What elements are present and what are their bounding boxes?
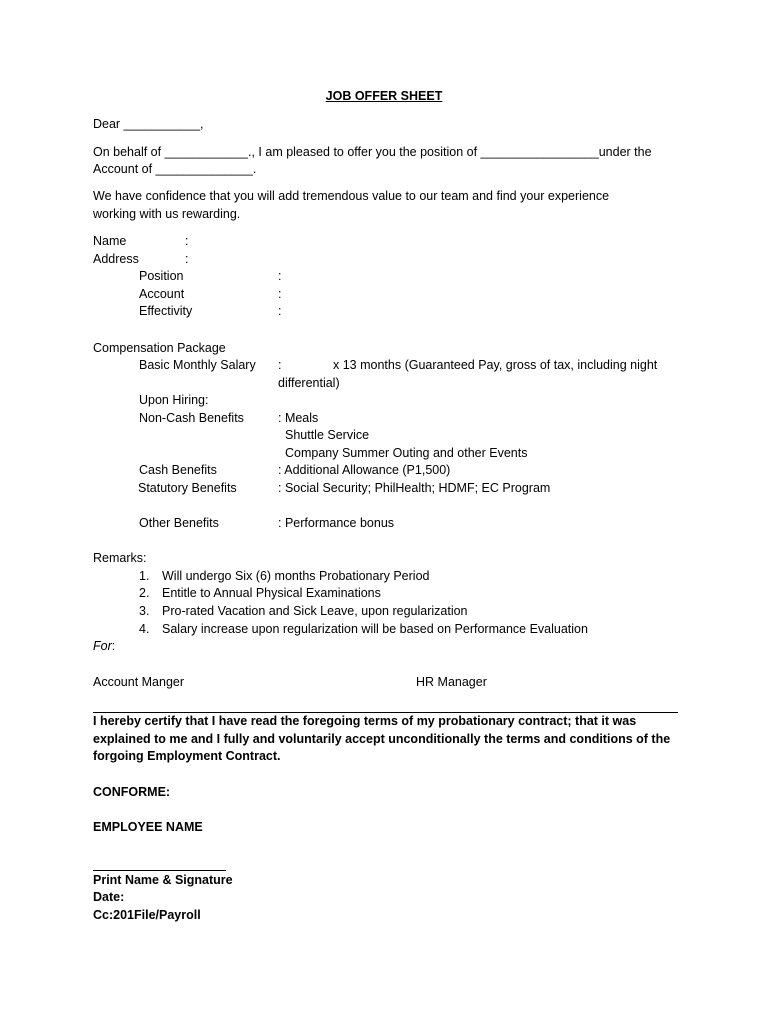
remark-number: 2. bbox=[139, 586, 150, 600]
greeting: Dear ___________, bbox=[93, 117, 204, 131]
name-colon: : bbox=[185, 234, 189, 248]
certify-line-3: forgoing Employment Contract. bbox=[93, 749, 281, 763]
remark-text: Will undergo Six (6) months Probationary Period bbox=[162, 569, 430, 583]
noncash-benefits-label: Non-Cash Benefits bbox=[139, 411, 244, 425]
date-label: Date: bbox=[93, 890, 125, 904]
hr-manager-label: HR Manager bbox=[416, 675, 487, 689]
effectivity-label: Effectivity bbox=[139, 304, 193, 318]
document-title: JOB OFFER SHEET bbox=[325, 89, 443, 103]
cc-label: Cc:201File/Payroll bbox=[93, 908, 201, 922]
noncash-item: Company Summer Outing and other Events bbox=[285, 446, 528, 460]
remarks-heading: Remarks: bbox=[93, 551, 147, 565]
remark-number: 1. bbox=[139, 569, 150, 583]
signature-line bbox=[93, 870, 226, 871]
account-label: Account bbox=[139, 287, 185, 301]
print-name-signature-label: Print Name & Signature bbox=[93, 873, 233, 887]
position-label: Position bbox=[139, 269, 184, 283]
upon-hiring-label: Upon Hiring: bbox=[139, 393, 209, 407]
confidence-line-1: We have confidence that you will add tremendous value to our team and find your experience bbox=[93, 189, 610, 203]
other-benefits-value: : Performance bonus bbox=[278, 516, 395, 530]
certify-line-1: I hereby certify that I have read the foregoing terms of my probationary contract; that it was bbox=[93, 714, 637, 728]
intro-line-2: Account of ______________. bbox=[93, 162, 257, 176]
employee-name-label: EMPLOYEE NAME bbox=[93, 820, 203, 834]
statutory-benefits-value: : Social Security; PhilHealth; HDMF; EC Program bbox=[278, 481, 551, 495]
for-label bbox=[93, 638, 115, 656]
other-benefits-label: Other Benefits bbox=[139, 516, 219, 530]
compensation-heading: Compensation Package bbox=[93, 341, 226, 355]
basic-salary-colon: : bbox=[278, 358, 282, 372]
for-colon: : bbox=[111, 639, 116, 653]
cash-benefits-value: : Additional Allowance (P1,500) bbox=[278, 463, 451, 477]
position-colon: : bbox=[278, 269, 282, 283]
conforme-label: CONFORME: bbox=[93, 785, 171, 799]
certify-line-2: explained to me and I fully and voluntarily accept unconditionally the terms and conditions of the bbox=[93, 732, 671, 746]
intro-line-1: On behalf of ____________., I am pleased to offer you the position of _________________under the bbox=[93, 145, 652, 159]
basic-salary-value-line-1: x 13 months (Guaranteed Pay, gross of tax, including night bbox=[333, 358, 658, 372]
remark-number: 4. bbox=[139, 622, 150, 636]
noncash-item: : Meals bbox=[278, 411, 319, 425]
basic-salary-value-line-2: differential) bbox=[278, 376, 340, 390]
address-colon: : bbox=[185, 252, 189, 266]
account-colon: : bbox=[278, 287, 282, 301]
basic-salary-label: Basic Monthly Salary bbox=[139, 358, 256, 372]
cash-benefits-label: Cash Benefits bbox=[139, 463, 217, 477]
address-label: Address bbox=[93, 252, 139, 266]
statutory-benefits-label: Statutory Benefits bbox=[138, 481, 237, 495]
remark-text: Pro-rated Vacation and Sick Leave, upon regularization bbox=[162, 604, 468, 618]
name-label: Name bbox=[93, 234, 127, 248]
noncash-item: Shuttle Service bbox=[285, 428, 370, 442]
account-manager-label: Account Manger bbox=[93, 675, 185, 689]
effectivity-colon: : bbox=[278, 304, 282, 318]
remark-number: 3. bbox=[139, 604, 150, 618]
remark-text: Entitle to Annual Physical Examinations bbox=[162, 586, 381, 600]
confidence-line-2: working with us rewarding. bbox=[93, 207, 241, 221]
for-word: For bbox=[93, 639, 112, 653]
remark-text: Salary increase upon regularization will be based on Performance Evaluation bbox=[162, 622, 588, 636]
